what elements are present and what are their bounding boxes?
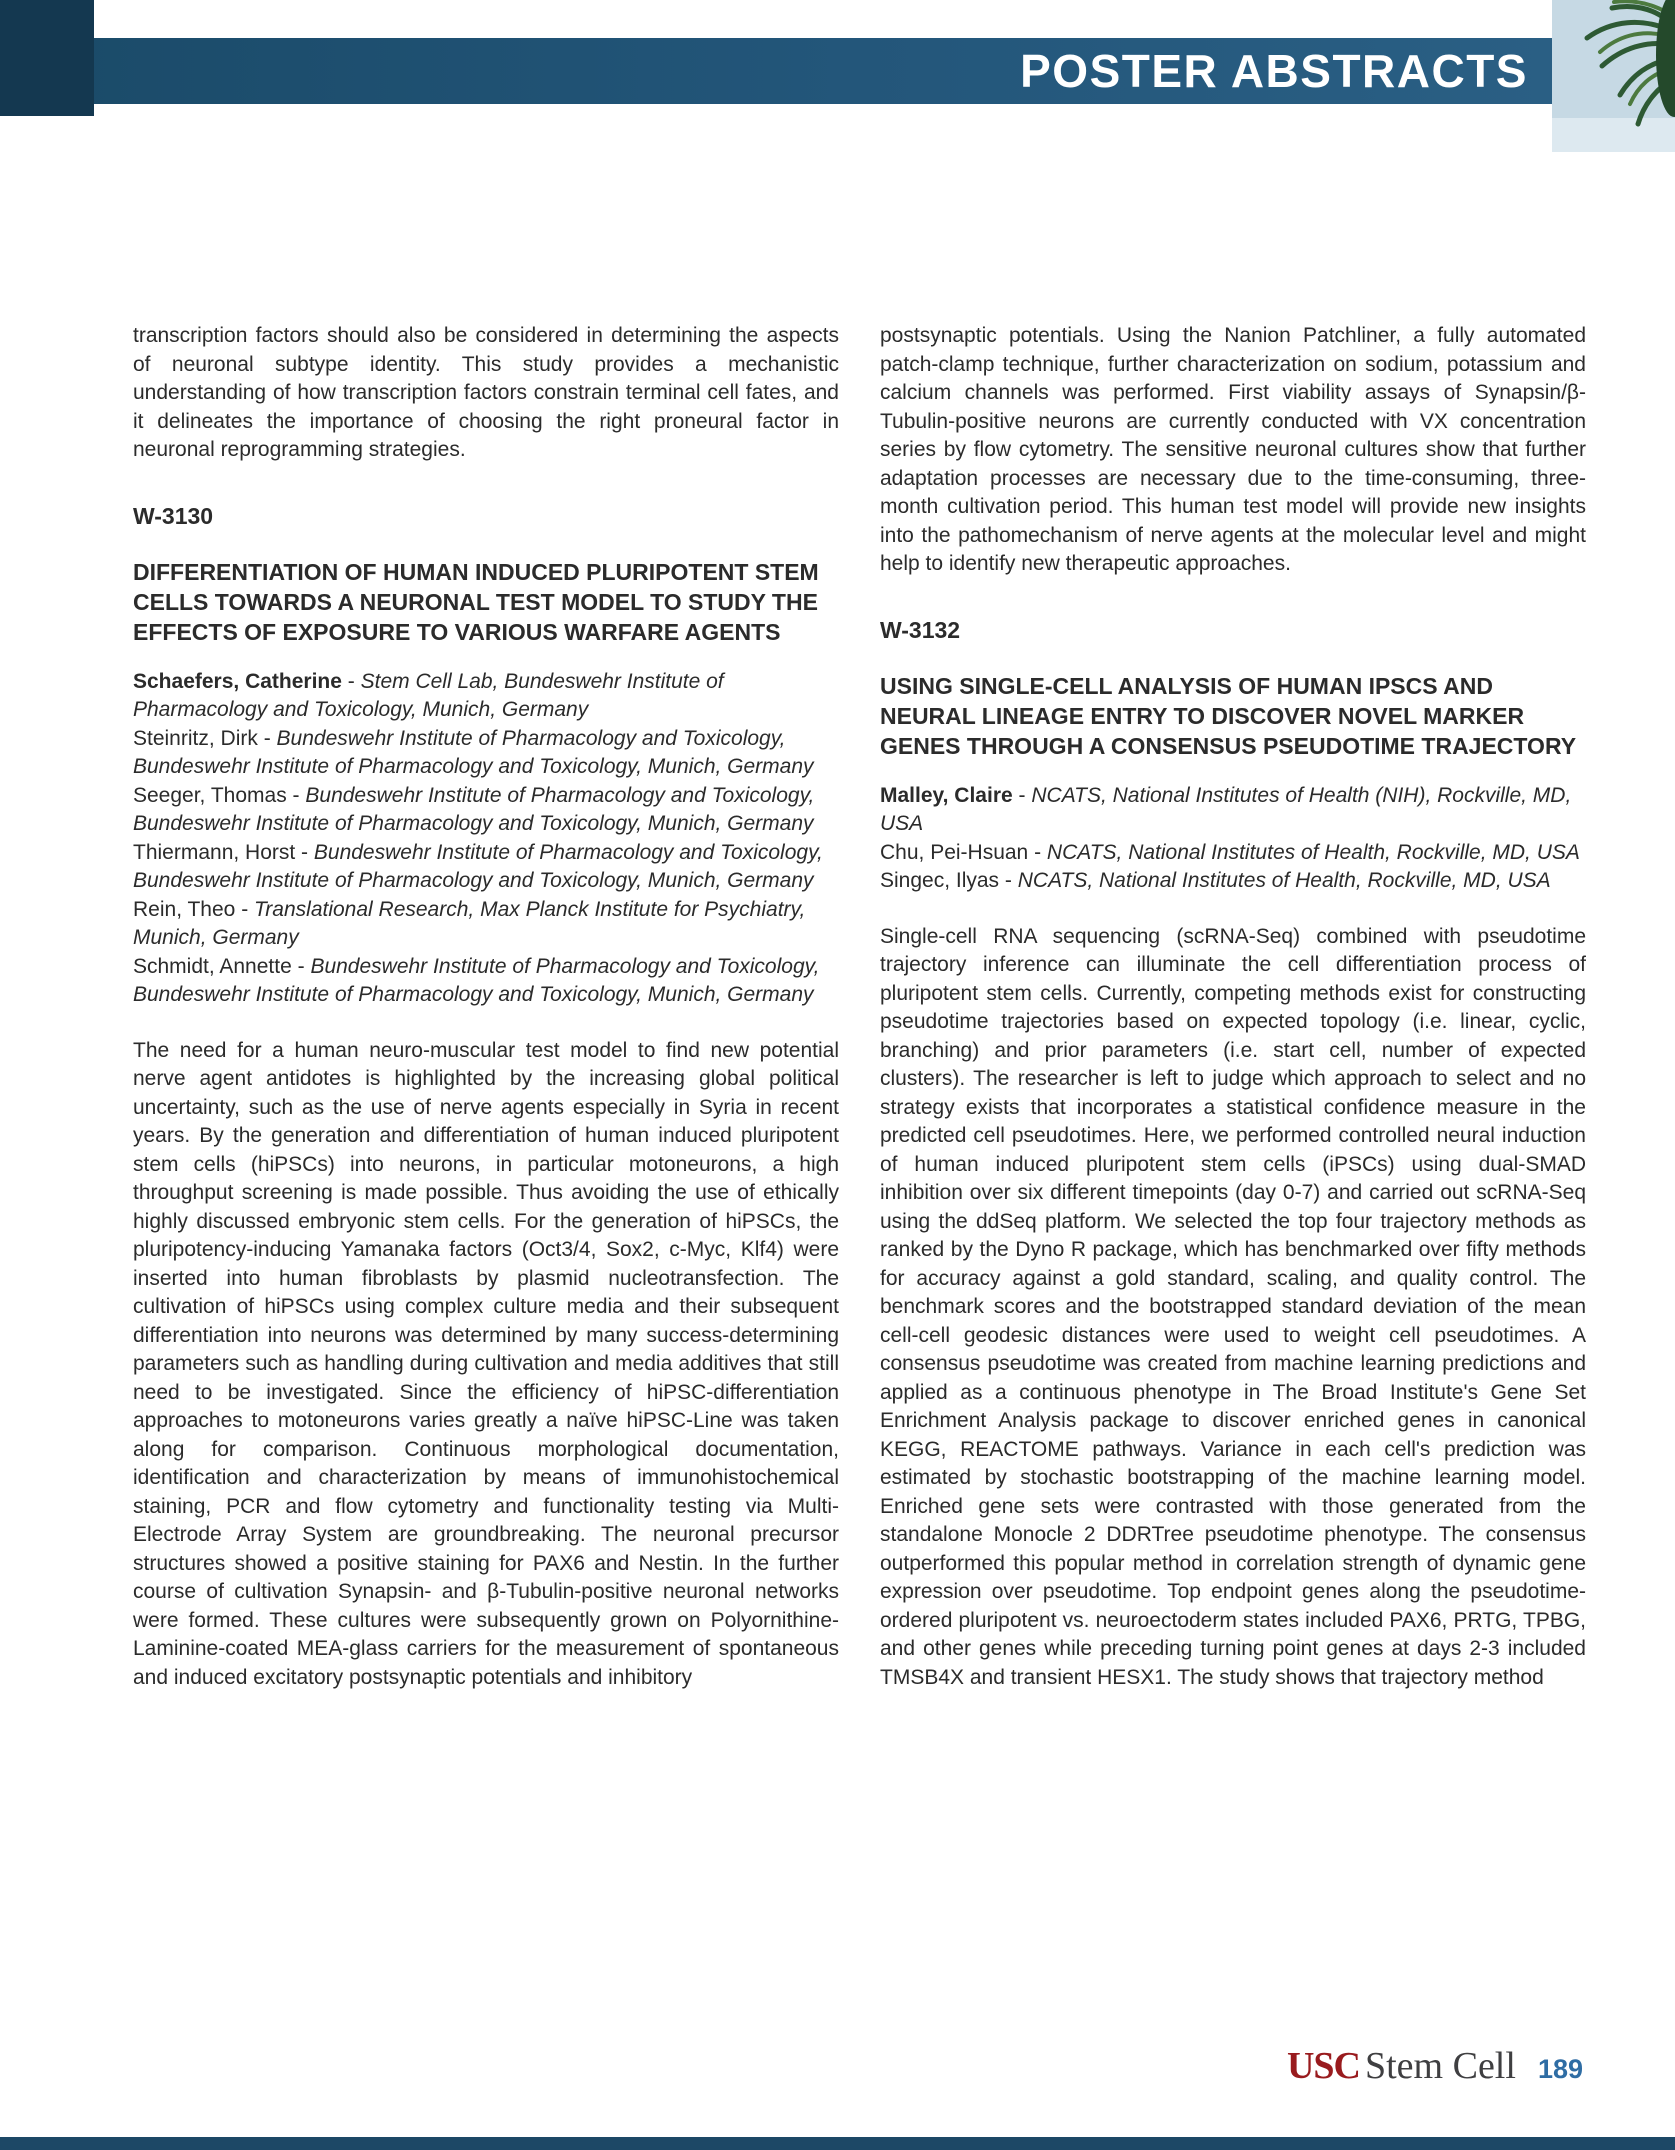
author-line <box>880 782 1586 839</box>
author-name: Steinritz, Dirk <box>133 726 258 750</box>
page-number: 189 <box>1537 2054 1583 2084</box>
author-affiliation: NCATS, National Institutes of Health, Rockville, MD, USA <box>1046 840 1580 864</box>
abstract-title: DIFFERENTIATION OF HUMAN INDUCED PLURIPOTENT STEM CELLS TOWARDS A NEURONAL TEST MODEL TO STUDY THE EFFECTS OF EXPOSURE TO VARIOUS WARFARE AGENTS <box>133 558 819 645</box>
author-separator: - <box>257 726 277 750</box>
author-separator: - <box>1012 783 1032 807</box>
abstract-code: W-3130 <box>133 502 214 529</box>
author-separator: - <box>235 897 255 921</box>
author-name: Malley, Claire <box>880 783 1013 807</box>
column-left <box>133 322 839 1692</box>
author-name: Seeger, Thomas <box>133 783 287 807</box>
author-affiliation: NCATS, National Institutes of Health, Rockville, MD, USA <box>1017 869 1551 892</box>
palm-tree-icon <box>1552 0 1675 152</box>
author-affiliation: Bundeswehr Institute of Pharmacology and Toxicology, Bundeswehr Institute of Pharmacology and Toxicology, Munich, Germany <box>133 840 823 892</box>
author-name: Singec, Ilyas <box>880 869 1000 892</box>
author-separator: - <box>291 954 311 978</box>
author-line <box>880 839 1586 868</box>
author-affiliation: NCATS, National Institutes of Health (NIH), Rockville, MD, USA <box>880 783 1572 835</box>
author-affiliation: Bundeswehr Institute of Pharmacology and Toxicology, Bundeswehr Institute of Pharmacology and Toxicology, Munich, Germany <box>133 726 814 778</box>
author-name: Thiermann, Horst <box>133 840 296 864</box>
author-name: Chu, Pei-Hsuan <box>880 840 1029 864</box>
stemcell-wordmark: Stem Cell <box>1364 2045 1516 2087</box>
author-line <box>133 725 839 782</box>
continuation-paragraph: postsynaptic potentials. Using the Nanion Patchliner, a fully automated patch-clamp technique, further characterization on sodium, potassium and calcium channels was performed. First viability assays of Synapsin/β-Tubulin-positive neurons are currently conducted with VX concentration series by flow cytometry. The sensitive neuronal cultures show that further adaptation processes are necessary due to the time-consuming, three-month cultivation period. This human test model will provide new insights into the pathomechanism of nerve agents at the molecular level and might help to identify new therapeutic approaches. <box>880 324 1586 575</box>
corner-block <box>0 0 94 116</box>
author-affiliation: Translational Research, Max Planck Institute for Psychiatry, Munich, Germany <box>133 897 806 949</box>
bottom-bar <box>0 2137 1675 2150</box>
author-separator: - <box>286 783 306 807</box>
author-affiliation: Bundeswehr Institute of Pharmacology and Toxicology, Bundeswehr Institute of Pharmacology and Toxicology, Munich, Germany <box>133 954 820 1006</box>
author-name: Schmidt, Annette <box>133 954 292 978</box>
abstract-body: The need for a human neuro-muscular test model to find new potential nerve agent antidotes is highlighted by the increasing global political uncertainty, such as the use of nerve agents especially in Syria in recent years. By the generation and differentiation of human induced pluripotent stem cells (hiPSCs) into neurons, in particular motoneurons, a high throughput screening is made possible. Thus avoiding the use of ethically highly discussed embryonic stem cells. For the generation of hiPSCs, the pluripotency-inducing Yamanaka factors (Oct3/4, Sox2, c-Myc, Klf4) were inserted into human fibroblasts by plasmid nucleotransfection. The cultivation of hiPSCs using complex culture media and their subsequent differentiation into neurons was determined by many success-determining parameters such as handling during cultivation and media additives that still need to be investigated. Since the efficiency of hiPSC-differentiation approaches to motoneurons varies greatly a naïve hiPSC-Line was taken along for comparison. Continuous morphological documentation, identification and characterization by means of immunohistochemical staining, PCR and flow cytometry and functionality testing via Multi-Electrode Array System are groundbreaking. The neuronal precursor structures showed a positive staining for PAX6 and Nestin. In the further course of cultivation Synapsin- and β-Tubulin-positive neuronal networks were formed. These cultures were subsequently grown on Polyornithine-Laminine-coated MEA-glass carriers for the measurement of spontaneous and induced excitatory postsynaptic potentials and inhibitory <box>133 1038 839 1689</box>
author-separator: - <box>999 869 1018 892</box>
author-name: Schaefers, Catherine <box>133 669 342 693</box>
author-affiliation: Stem Cell Lab, Bundeswehr Institute of Pharmacology and Toxicology, Munich, Germany <box>133 669 724 721</box>
author-line <box>133 782 839 839</box>
column-right <box>880 322 1586 1692</box>
author-separator: - <box>1028 840 1047 864</box>
author-list <box>880 782 1586 896</box>
author-line <box>133 839 839 896</box>
author-separator: - <box>295 840 314 864</box>
footer-logo <box>1287 2044 1583 2088</box>
abstract-title: USING SINGLE-CELL ANALYSIS OF HUMAN IPSCS AND NEURAL LINEAGE ENTRY TO DISCOVER NOVEL MARKER GENES THROUGH A CONSENSUS PSEUDOTIME TRAJECTORY <box>880 672 1577 759</box>
page-title: POSTER ABSTRACTS <box>1020 45 1528 97</box>
author-affiliation: Bundeswehr Institute of Pharmacology and Toxicology, Bundeswehr Institute of Pharmacology and Toxicology, Munich, Germany <box>133 783 815 835</box>
abstract-body: Single-cell RNA sequencing (scRNA-Seq) combined with pseudotime trajectory inference can illuminate the cell differentiation process of pluripotent stem cells. Currently, competing methods exist for constructing pseudotime trajectories based on expected topology (i.e. linear, cyclic, branching) and prior parameters (i.e. start cell, number of expected clusters). The researcher is left to judge which approach to select and no strategy exists that incorporates a statistical confidence measure in the predicted cell pseudotimes. Here, we performed controlled neural induction of human induced pluripotent stem cells (iPSCs) using dual-SMAD inhibition over six different timepoints (day 0-7) and carried out scRNA-Seq using the ddSeq platform. We selected the top four trajectory methods as ranked by the Dyno R package, which has benchmarked over fifty methods for accuracy against a gold standard, scaling, and quality control. The benchmark scores and the bootstrapped standard deviation of the mean cell-cell geodesic distances were used to weight cell pseudotimes. A consensus pseudotime was created from machine learning predictions and applied as a continuous phenotype in The Broad Institute's Gene Set Enrichment Analysis package to discover enriched genes in canonical KEGG, REACTOME pathways. Variance in each cell's prediction was estimated by stochastic bootstrapping of the machine learning model. Enriched gene sets were contrasted with those generated from the standalone Monocle 2 DDRTree pseudotime phenotype. The consensus outperformed this popular method in correlation strength of dynamic gene expression over pseudotime. Top endpoint genes along the pseudotime-ordered pluripotent vs. neuroectoderm states included PAX6, PRTG, TPBG, and other genes while preceding turning point genes at days 2-3 included TMSB4X and transient HESX1. The study shows that trajectory method <box>880 924 1586 1689</box>
author-line <box>133 896 839 953</box>
header-band <box>0 38 1552 104</box>
author-line <box>880 867 1586 896</box>
author-list <box>133 668 839 1010</box>
author-line <box>133 953 839 1010</box>
abstract-code: W-3132 <box>880 616 961 643</box>
author-name: Rein, Theo <box>133 897 236 921</box>
usc-wordmark: USC <box>1286 2045 1360 2087</box>
continuation-paragraph: transcription factors should also be considered in determining the aspects of neuronal subtype identity. This study provides a mechanistic understanding of how transcription factors constrain terminal cell fates, and it delineates the importance of choosing the right proneural factor in neuronal reprogramming strategies. <box>133 324 839 461</box>
author-separator: - <box>341 669 361 693</box>
author-line <box>133 668 839 725</box>
palm-tree-photo <box>1552 0 1675 152</box>
